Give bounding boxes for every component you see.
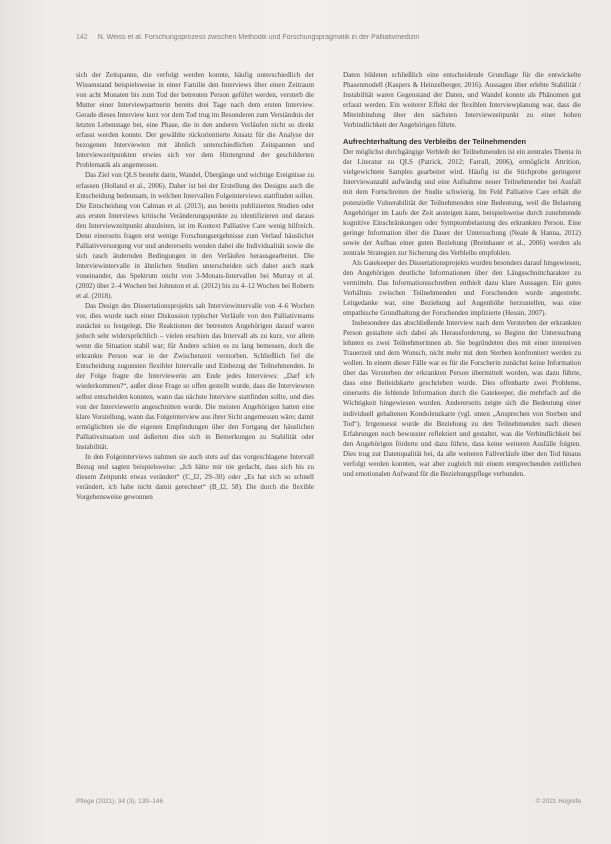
body-paragraph: Daten bildeten schließlich eine entscheidende Grundlage für die entwickelte Phasenmodell (Kaspers & Heinzelberger, 2016). Aussagen über erlebte Stabilität / Instabilität waren Gegenstand der Daten, und Wandel konnte als Phänomen gut erfasst werden. Ein weiterer Effekt der flexiblen Interviewplanung war, dass die Miteinbindung über den nächsten Interviewzeitpunkt zu einer hohen Verbindlichkeit der Angehörigen führte. [343,71,581,130]
running-header [76,34,571,41]
body-columns [76,70,581,502]
page-footer [76,798,581,805]
footer-copyright: © 2021 Hogrefe [535,798,581,805]
body-paragraph: Der möglichst durchgängige Verbleib der Teilnehmenden ist ein zentrales Thema in der Literatur zu QLS (Patrick, 2012; Farrall, 2006), ermöglicht Attrition, vielgewichtete Samples gearbeitet wird. Häufig ist die Stichprobe geringerer Interviewanzahl aufwändig und eine Aufnahme neuer Teilnehmender bei Ausfall mit dem Fortschreiten der Studie schwierig. Im Feld Palliative Care erhält die potenzielle Vulnerabilität der Teilnehmenden eine Bedeutung, weil die Belastung Angehöriger im Laufe der Zeit ansteigen kann, beispielsweise durch zunehmende kognitive Einschränkungen oder Symptombelastung des erkrankten Person. Eine geringe Information über die Dauer der Untersuchung (Neale & Hanna, 2012) sowie der Aufbau einer guten Beziehung (Breinbauer et al., 2006) werden als zentrale Strategien zur Sicherung des Verbleibs empfohlen. [343,148,581,257]
page-number: 142 [76,34,88,41]
section-heading: Aufrechterhaltung des Verbleibs der Teilnehmenden [343,137,527,147]
body-paragraph: Das Design des Dissertationsprojekts sah Interviewintervalle von 4–6 Wochen vor, dies wurde nach einer Diskussion typischer Verläufe von den Palliativteams zunächst so festgelegt. Die Reaktionen der betreuten Angehörigen darauf waren jedoch sehr widersprüchlich – vielen erschien das Intervall als zu kurz, vor allem wenn die Situation stabil war; für Andere schien es zu lang bemessen, doch die erkrankte Person war in der Zwischenzeit verstorben. Schließlich fiel die Entscheidung zugunsten flexibler Intervalle und Einbezug der Teilnehmenden. In der Folge fragte die Interviewerin am Ende jedes Interviews: „Darf ich wiederkommen?“, außer diese Frage so offen gestellt wurde, dass die Interviewten selbst entscheiden konnten, wann das nächste Interview stattfinden sollte, und dies von der Interviewerin angeschnitten wurde. Die meisten Angehörigen hatten eine klare Vorstellung, wann das Folgeinterview aus ihrer Sicht angemessen wäre; damit ermöglichten sie die eigenen Empfindungen über den Fortgang der häuslichen Palliativsituation und äußerten dies sich in Bemerkungen zu Stabilität oder Instabilität. [76,302,314,451]
body-paragraph: Das Ziel von QLS besteht darin, Wandel, Übergänge und wichtige Ereignisse zu erfassen (Holland et al., 2006). Daher ist bei der Erstellung des Designs auch die Entscheidung bedeutsam, in welchen Intervallen Folgeinterviews stattfinden sollen. Die Entscheidung von Calman et al. (2013), aus bereits publizierten Studien oder aus ersten Interviews kritische Veränderungspunkte zu identifizieren und daraus den Interviewzeitpunkt abzuleiten, ist im Kontext Palliative Care wenig hilfreich. Denn einerseits fragen erst wenige Forschungsergebnisse zum Verlauf häuslicher Palliativversorgung vor und andererseits wenden dabei die Individualität sowie die sich rasch ändernden Bedingungen in den Verläufen herausgearbeitet. Die Interviewintervalle in ähnlichen Studien unterscheiden sich daher auch stark voneinander, das Spektrum reicht von 3-Monats-Intervallen bei Murray et al. (2002) über 2–4 Wochen bei Johnston et al. (2012) bis zu 4–12 Wochen bei Roberts et al. (2018). [76,171,314,301]
right-column [343,70,581,502]
body-paragraph: Als Gatekeeper des Dissertationsprojekts wurden besonders darauf hingewiesen, den Angehörigen deutliche Informationen über den Längsschnittcharakter zu vermitteln. Das Informationsschreiben enthielt dazu klare Aussagen. Ein gutes Verhältnis zwischen Teilnehmenden und Forschenden wurde angestrebt. Leitgedanke war, eine Beziehung auf Augenhöhe herzustellen, was eine empathische Grundhaltung der Forschenden implizierte (Hessin, 2007). [343,258,581,318]
body-paragraph: Insbesondere das abschließende Interview nach dem Versterben der erkrankten Person gestaltete sich dabei als Herausforderung, so Beginn der Untersuchung lehnten es zwei Teilnehmerinnen ab. Sie begründeten dies mit einer intensiven Trauerzeit und dem Wunsch, nicht mehr mit dem Sterben konfrontiert werden zu wollen. In einem dieser Fälle war es für die Forscherin zunächst keine Information über das Versterben der erkrankten Person übermittelt worden, was dazu führte, dass eine Beileidskarte geschrieben wurde. Dies offenbarte zwei Probleme, einerseits die fehlende Information durch die Gatekeeper, die mehrfach auf die Wichtigkeit hingewiesen wurden. Andererseits zeigte sich die Bedeutung einer individuell gehaltenen Kondolenzkarte (vgl. unten „Ansprechen von Sterben und Tod“). Irrgenuesst wurde die Beziehung zu den Teilnehmenden nach diesen Erfahrungen noch bewusster reflektiert und gestaltet, was die Verbindlichkeit bei den Angehörigen förderte und dazu führte, dass keine weiteren Ausfälle folgten. Dies trug zur Datenqualität bei, da alle weiteren Fallverläufe über den Tod hinaus verfolgt werden konnten, war aber zugleich mit einem entsprechenden zeitlichen und emotionalen Aufwand für die Beziehungspflege verbunden. [343,319,581,478]
running-title: N. Weiss et al. Forschungsprozess zwischen Methodik und Forschungspragmatik in der Palliativmedizin [97,34,420,41]
body-paragraph: In den Folgeinterviews nahmen sie auch stets auf das vorgeschlagene Intervall Bezug und sagten beispielsweise: „Ich hätte mir nie gedacht, dass sich bis zu diesem Zeitpunkt etwas verändert“ (C_I2, 29–30) oder „Es hat sich so schnell verändert, ich habe nicht damit gerechnet“ (B_I2, 58). Die durch die flexible Vorgehensweise gewonnen [76,452,314,501]
left-column [76,70,314,502]
footer-citation: Pflege (2021), 34 (3), 139–146 [76,798,164,805]
body-paragraph: sich der Zeitspanne, die verfolgt werden konnte, häufig unterschiedlich der Wissenstand beispielsweise in einer Familie den Interviews über einen Zeitraum von acht Monaten bis zum Tod der betreuten Person geführt werden, versterb die Mutter einer Interviewpartnerin bereits drei Tage nach dem ersten Interview. Gerade dieses Interview kurz vor dem Tod trug im Besonderen zum Verständnis der letzten Lebenstage bei, eine Phase, die in den anderen Verläufen nicht so direkt erfasst werden konnte. Der gewählte rückorientierte Ansatz für die Analyse der bezogenen Interviewten mit ähnlich unterschiedlichen Zeitspannen und Interviewzeitpunkten erwies sich vor dem Hintergrund der geschilderten Problematik als angemessen. [76,71,314,170]
